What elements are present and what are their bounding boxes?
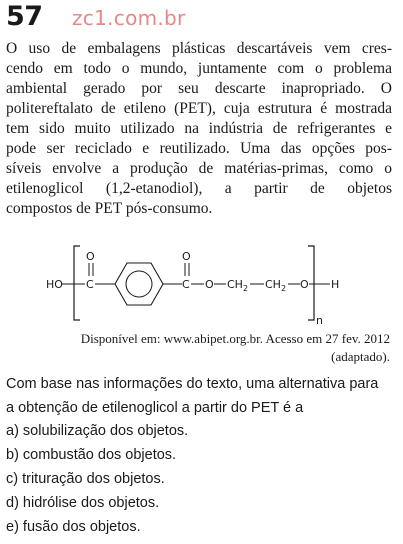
passage-line: síveis envolve a produção de matérias-primas, como o [6,160,392,177]
question-header [6,2,401,32]
oxygen-label: O [182,250,191,263]
pet-structure-diagram [46,238,360,328]
option-c[interactable]: c) trituração dos objetos. [6,471,165,487]
ester-oxygen-label: O [205,278,214,291]
passage-line: cendo em todo o mundo, juntamente com o problema [6,60,392,77]
option-d[interactable]: d) hidrólise dos objetos. [6,495,160,511]
stem-line: a obtenção de etilenoglicol a partir do PET é a [6,400,304,416]
passage-line: etilenoglicol (1,2-etanodiol), a partir de objetos [6,180,392,197]
benzene-ring [115,263,163,305]
passage-line: ambiental gerado por seu descarte inapropriado. O [6,80,392,97]
option-e[interactable]: e) fusão dos objetos. [6,519,141,535]
carbon-label: C [182,278,190,291]
ch2-label: $CH_2$ [227,278,249,293]
aromatic-circle [126,271,152,297]
passage-line: pode ser reciclado e reutilizado. Uma das opções pos- [6,140,392,157]
question-stem [6,372,398,420]
source-line: (adaptado). [331,349,390,364]
passage-line: O uso de embalagens plásticas descartáveis vem cres- [6,40,392,57]
passage-line: politereftalato de etileno (PET), cuja estrutura é mostrada [6,100,392,117]
oxygen-label: O [86,250,95,263]
passage-line: compostos de PET pós-consumo. [6,200,213,217]
hydrogen-label: H [331,278,340,291]
carbon-label: C [86,278,94,291]
oxygen-label: O [300,278,309,291]
source-line: Disponível em: www.abipet.org.br. Acesso em 27 fev. 2012 [80,331,390,346]
passage-line: tem sido muito utilizado na indústria de refrigerantes e [6,120,392,137]
site-watermark[interactable]: zc1.com.br [72,6,186,30]
ch2-label: $CH_2$ [265,278,287,293]
passage-text [6,39,392,219]
ho-group-label: HO [46,278,63,291]
right-bracket [308,246,314,320]
left-bracket [74,246,80,320]
answer-options [6,419,398,539]
repeat-n-label: n [316,314,323,327]
option-a[interactable]: a) solubilização dos objetos. [6,423,189,439]
option-b[interactable]: b) combustão dos objetos. [6,447,177,463]
stem-line: Com base nas informações do texto, uma alternativa para [6,376,379,392]
source-citation [40,330,390,366]
question-number: 57 [6,1,43,32]
